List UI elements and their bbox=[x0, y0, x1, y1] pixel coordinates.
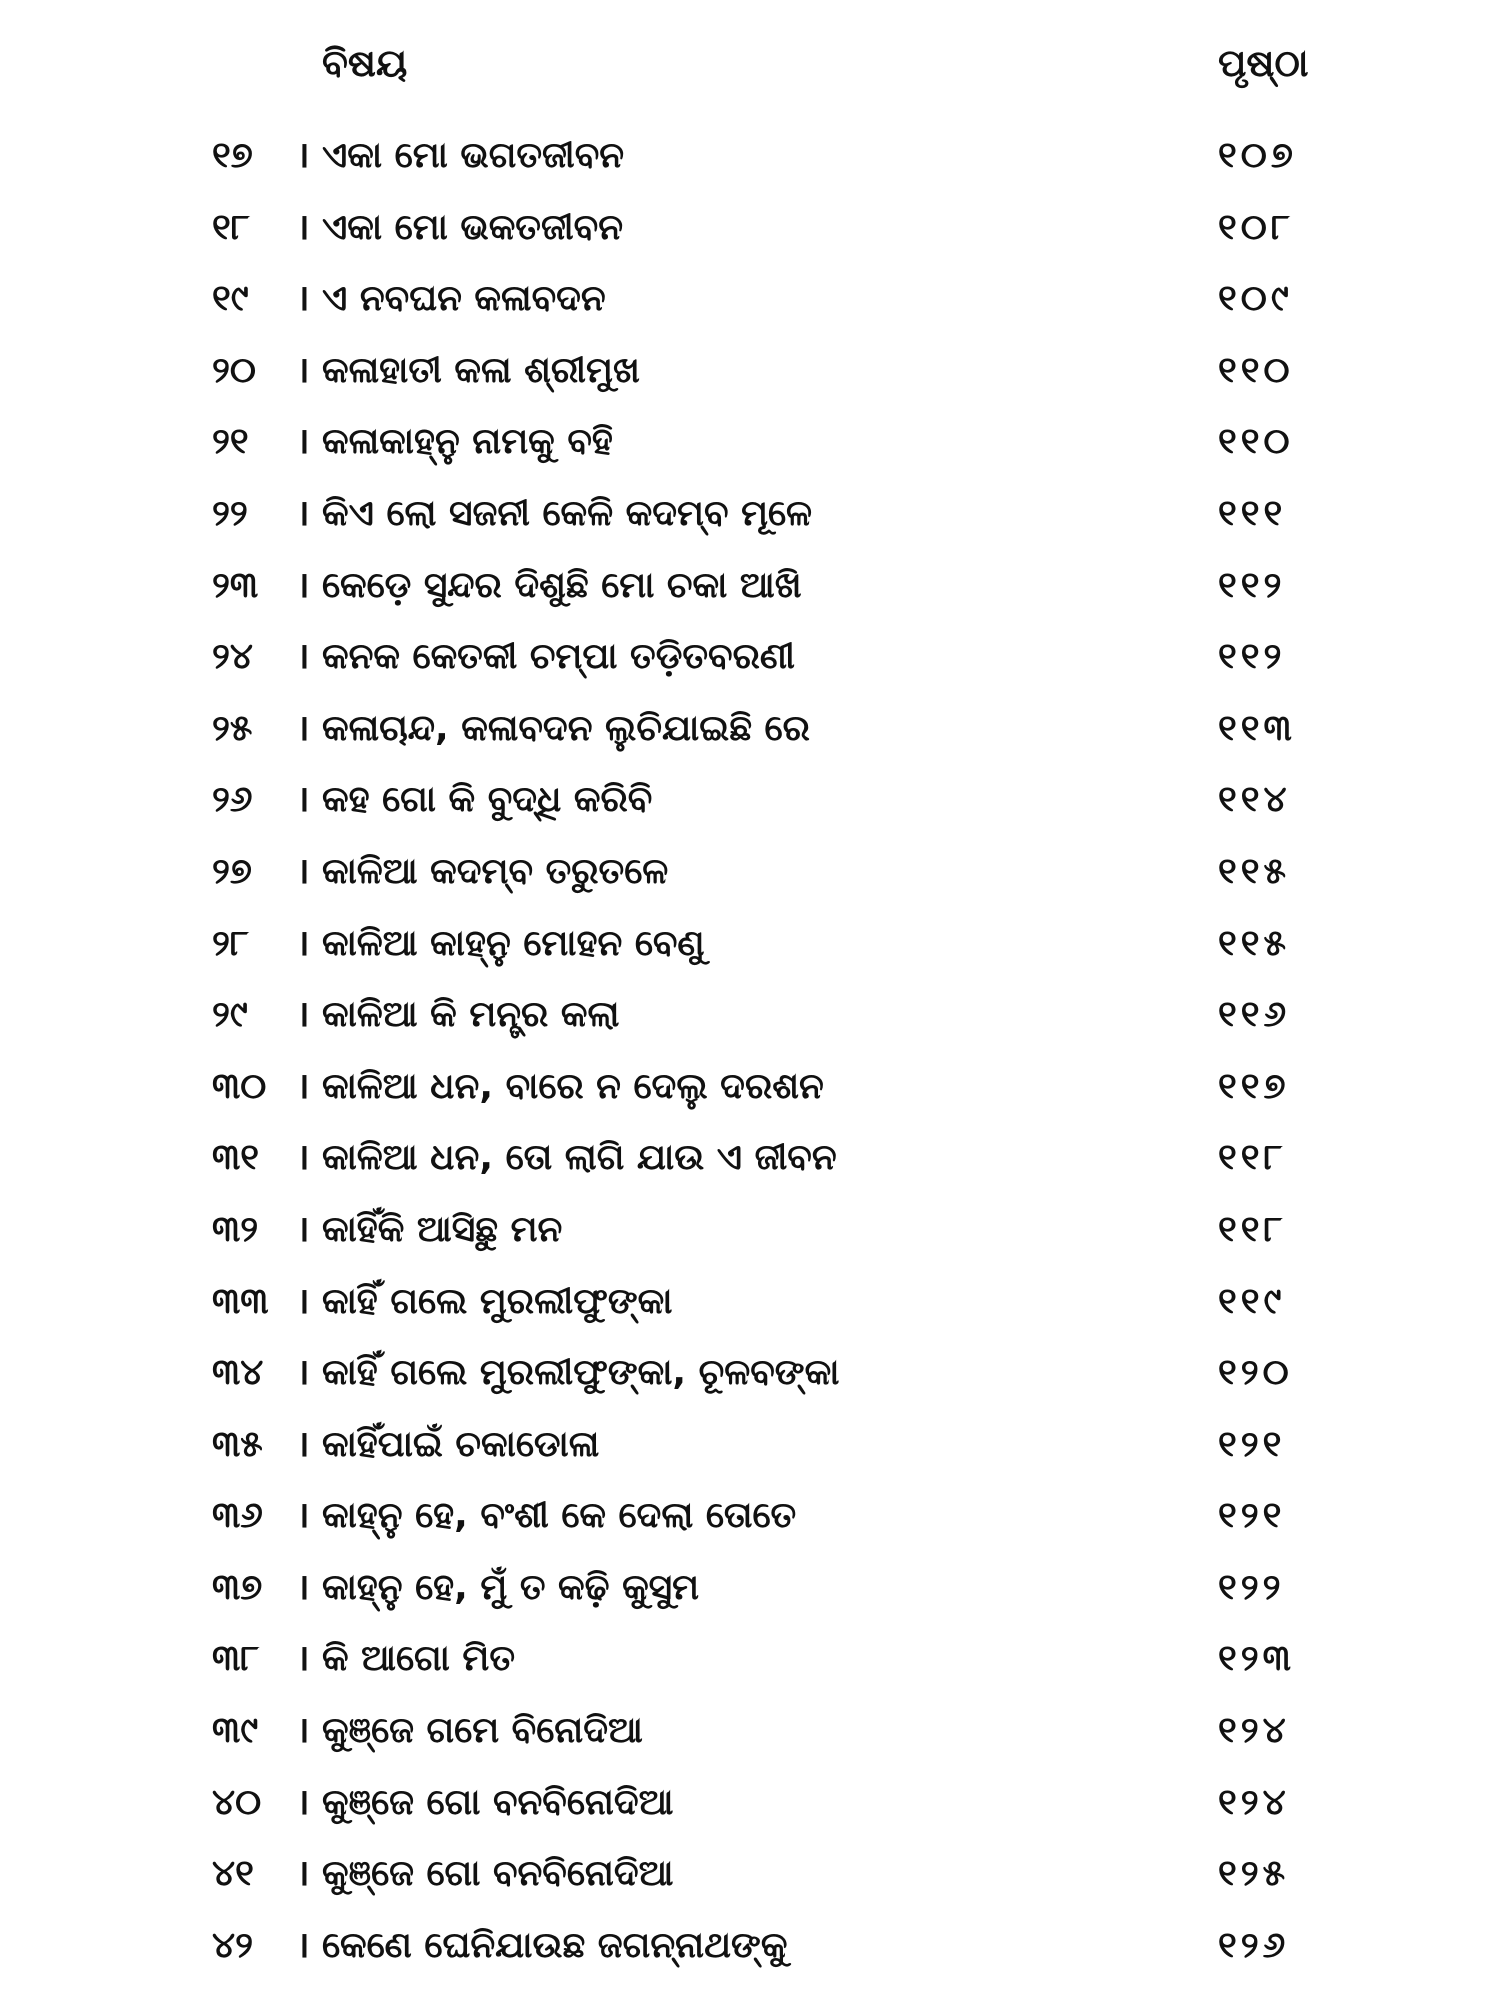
toc-list bbox=[0, 120, 1500, 1981]
entry-title: କିଏ ଲୋ ସଜନୀ କେଳି କଦମ୍ବ ମୂଳେ bbox=[322, 492, 813, 534]
entry-title: କାଳିଆ ଧନ, ତୋ ଲାଗି ଯାଉ ଏ ଜୀବନ bbox=[322, 1137, 837, 1179]
entry-title: ଏକା ମୋ ଭଗତଜୀବନ bbox=[322, 135, 625, 176]
toc-entry bbox=[0, 1409, 1500, 1481]
entry-number: ୪୨ bbox=[212, 1924, 254, 1966]
entry-separator: । bbox=[296, 135, 310, 176]
entry-number: ୨୩ bbox=[212, 564, 259, 606]
entry-page-number: ୧୧୫ bbox=[1218, 922, 1290, 964]
entry-number: ୩୭ bbox=[212, 1566, 263, 1608]
entry-page-number: ୧୧୪ bbox=[1218, 779, 1291, 821]
entry-separator: । bbox=[296, 1781, 310, 1823]
entry-number: ୨୨ bbox=[212, 492, 248, 534]
toc-entry bbox=[0, 1767, 1500, 1839]
entry-title: କହ ଗୋ କି ବୁଦ୍ଧି କରିବି bbox=[322, 779, 653, 821]
entry-page-number: ୧୨୫ bbox=[1218, 1853, 1290, 1895]
entry-separator: । bbox=[296, 1280, 310, 1322]
entry-separator: । bbox=[296, 1924, 310, 1966]
entry-number: ୨୮ bbox=[212, 922, 249, 964]
toc-entry bbox=[0, 621, 1500, 693]
entry-page-number: ୧୧୭ bbox=[1218, 1065, 1290, 1107]
entry-title: କାଳିଆ କି ମନ୍ତ୍ର କଲା bbox=[322, 994, 620, 1036]
toc-entry bbox=[0, 1838, 1500, 1910]
entry-number: ୨୬ bbox=[212, 779, 253, 821]
entry-page-number: ୧୧୨ bbox=[1218, 564, 1286, 606]
entry-number: ୪୧ bbox=[212, 1853, 254, 1895]
entry-page-number: ୧୨୧ bbox=[1218, 1423, 1286, 1465]
entry-separator: । bbox=[296, 349, 310, 391]
entry-title: ଏକା ମୋ ଭକତଜୀବନ bbox=[322, 206, 624, 248]
entry-separator: । bbox=[296, 850, 310, 892]
entry-page-number: ୧୧୨ bbox=[1218, 636, 1286, 678]
entry-separator: । bbox=[296, 779, 310, 821]
entry-number: ୩୦ bbox=[212, 1065, 267, 1107]
entry-title: ଏ ନବଘନ କଳାବଦନ bbox=[322, 278, 606, 320]
entry-title: କାହିଁ ଗଲେ ମୁରଲୀଫୁଙ୍କା, ଚୂଳବଙ୍କା bbox=[322, 1352, 840, 1394]
entry-title: କୁଞ୍ଜେ ଗୋ ବନବିନୋଦିଆ bbox=[322, 1781, 674, 1823]
toc-entry bbox=[0, 1337, 1500, 1409]
entry-page-number: ୧୦୮ bbox=[1218, 206, 1294, 248]
page-heading: ପୃଷ୍ଠା bbox=[1218, 41, 1309, 85]
entry-separator: । bbox=[296, 636, 310, 678]
entry-number: ୨୪ bbox=[212, 636, 254, 678]
entry-number: ୧୯ bbox=[212, 278, 249, 320]
toc-entry bbox=[0, 836, 1500, 908]
entry-page-number: ୧୨୩ bbox=[1218, 1638, 1295, 1680]
entry-separator: । bbox=[296, 1638, 310, 1680]
toc-entry bbox=[0, 1194, 1500, 1266]
entry-separator: । bbox=[296, 564, 310, 606]
entry-title: କାହ୍ନୁ ହେ, ମୁଁ ତ କଢ଼ି କୁସୁମ bbox=[322, 1566, 700, 1608]
toc-entry bbox=[0, 406, 1500, 478]
toc-entry bbox=[0, 550, 1500, 622]
entry-separator: । bbox=[296, 922, 310, 964]
entry-number: ୩୯ bbox=[212, 1710, 259, 1752]
toc-entry bbox=[0, 1051, 1500, 1123]
toc-entry bbox=[0, 1552, 1500, 1624]
entry-title: କାହିଁକି ଆସିଛୁ ମନ bbox=[322, 1208, 563, 1250]
toc-entry bbox=[0, 979, 1500, 1051]
entry-title: କାଳିଆ କାହ୍ନୁ ମୋହନ ବେଣୁ bbox=[322, 922, 705, 964]
entry-separator: । bbox=[296, 1208, 310, 1250]
entry-separator: । bbox=[296, 1853, 310, 1895]
entry-separator: । bbox=[296, 994, 310, 1036]
entry-title: କାହିଁ ଗଲେ ମୁରଲୀଫୁଙ୍କା bbox=[322, 1280, 673, 1322]
entry-number: ୨୫ bbox=[212, 707, 253, 749]
entry-number: ୧୭ bbox=[212, 135, 253, 176]
entry-title: କଳାହାତୀ କଳା ଶ୍ରୀମୁଖ bbox=[322, 349, 640, 391]
entry-number: ୨୯ bbox=[212, 994, 248, 1036]
entry-separator: । bbox=[296, 421, 310, 463]
toc-entry bbox=[0, 478, 1500, 550]
entry-title: କେଣେ ଘେନିଯାଉଛ ଜଗନ୍ନାଥଙ୍କୁ bbox=[322, 1924, 788, 1966]
entry-title: କନକ କେତକୀ ଚମ୍ପା ତଡ଼ିତବରଣୀ bbox=[322, 636, 795, 678]
entry-number: ୨୭ bbox=[212, 850, 252, 892]
toc-entry bbox=[0, 1480, 1500, 1552]
toc-entry bbox=[0, 120, 1500, 192]
entry-page-number: ୧୦୯ bbox=[1218, 278, 1293, 320]
entry-title: କି ଆଗୋ ମିତ bbox=[322, 1638, 516, 1680]
entry-separator: । bbox=[296, 1137, 310, 1179]
toc-entry bbox=[0, 192, 1500, 264]
entry-number: ୩୪ bbox=[212, 1352, 264, 1394]
entry-page-number: ୧୧୯ bbox=[1218, 1280, 1286, 1322]
entry-title: କାଳିଆ ଧନ, ବାରେ ନ ଦେଲୁ ଦରଶନ bbox=[322, 1065, 824, 1107]
entry-page-number: ୧୧୦ bbox=[1218, 349, 1294, 391]
entry-page-number: ୧୧୮ bbox=[1218, 1137, 1287, 1179]
toc-entry bbox=[0, 335, 1500, 407]
entry-number: ୩୨ bbox=[212, 1208, 259, 1250]
entry-separator: । bbox=[296, 206, 310, 248]
entry-page-number: ୧୧୫ bbox=[1218, 850, 1290, 892]
entry-page-number: ୧୧୮ bbox=[1218, 1208, 1287, 1250]
entry-separator: । bbox=[296, 1423, 310, 1465]
entry-number: ୨୧ bbox=[212, 421, 249, 463]
entry-separator: । bbox=[296, 707, 310, 749]
entry-title: କଳାଚାନ୍ଦ, କଳାବଦନ ଲୁଚିଯାଇଛି ରେ bbox=[322, 707, 810, 749]
entry-page-number: ୧୧୬ bbox=[1218, 994, 1291, 1036]
entry-separator: । bbox=[296, 1065, 310, 1107]
entry-number: ୨୦ bbox=[212, 349, 256, 391]
toc-entry bbox=[0, 1623, 1500, 1695]
entry-page-number: ୧୧୩ bbox=[1218, 707, 1296, 749]
toc-entry bbox=[0, 263, 1500, 335]
toc-entry bbox=[0, 764, 1500, 836]
entry-separator: । bbox=[296, 1566, 310, 1608]
toc-entry bbox=[0, 1695, 1500, 1767]
entry-page-number: ୧୨୬ bbox=[1218, 1924, 1290, 1966]
entry-title: କାହ୍ନୁ ହେ, ବଂଶୀ କେ ଦେଲା ତୋତେ bbox=[322, 1495, 797, 1537]
entry-number: ୩୫ bbox=[212, 1423, 263, 1465]
entry-page-number: ୧୨୪ bbox=[1218, 1781, 1290, 1823]
entry-number: ୩୬ bbox=[212, 1495, 263, 1537]
entry-separator: । bbox=[296, 492, 310, 534]
entry-title: କାଳିଆ କଦମ୍ବ ତରୁତଳେ bbox=[322, 850, 669, 892]
entry-page-number: ୧୨୪ bbox=[1218, 1710, 1290, 1752]
entry-separator: । bbox=[296, 1352, 310, 1394]
entry-separator: । bbox=[296, 1710, 310, 1752]
toc-entry bbox=[0, 1266, 1500, 1338]
entry-title: କେଡ଼େ ସୁନ୍ଦର ଦିଶୁଛି ମୋ ଚକା ଆଖି bbox=[322, 564, 802, 606]
entry-page-number: ୧୨୧ bbox=[1218, 1495, 1286, 1537]
entry-title: କୁଞ୍ଜେ ଗୋ ବନବିନୋଦିଆ bbox=[322, 1853, 674, 1895]
entry-separator: । bbox=[296, 1495, 310, 1537]
toc-entry bbox=[0, 1910, 1500, 1982]
entry-separator: । bbox=[296, 278, 310, 320]
entry-number: ୧୮ bbox=[212, 206, 250, 248]
subject-heading: ବିଷୟ bbox=[322, 41, 408, 85]
entry-number: ୩୩ bbox=[212, 1280, 269, 1322]
entry-number: ୩୮ bbox=[212, 1638, 260, 1680]
entry-page-number: ୧୨୦ bbox=[1218, 1352, 1293, 1394]
entry-page-number: ୧୦୭ bbox=[1218, 135, 1297, 176]
entry-page-number: ୧୧୧ bbox=[1218, 492, 1287, 534]
entry-number: ୩୧ bbox=[212, 1137, 260, 1179]
entry-title: କୁଞ୍ଜେ ଗମେ ବିନୋଦିଆ bbox=[322, 1710, 643, 1752]
entry-page-number: ୧୧୦ bbox=[1218, 421, 1294, 463]
toc-entry bbox=[0, 908, 1500, 980]
toc-entry bbox=[0, 1122, 1500, 1194]
entry-title: କଳାକାହ୍ନୁ ନାମକୁ ବହି bbox=[322, 421, 613, 463]
entry-title: କାହିଁପାଇଁ ଚକାଡୋଳା bbox=[322, 1423, 600, 1465]
entry-page-number: ୧୨୨ bbox=[1218, 1566, 1285, 1608]
toc-entry bbox=[0, 693, 1500, 765]
entry-number: ୪୦ bbox=[212, 1781, 262, 1823]
toc-header bbox=[0, 28, 1500, 98]
